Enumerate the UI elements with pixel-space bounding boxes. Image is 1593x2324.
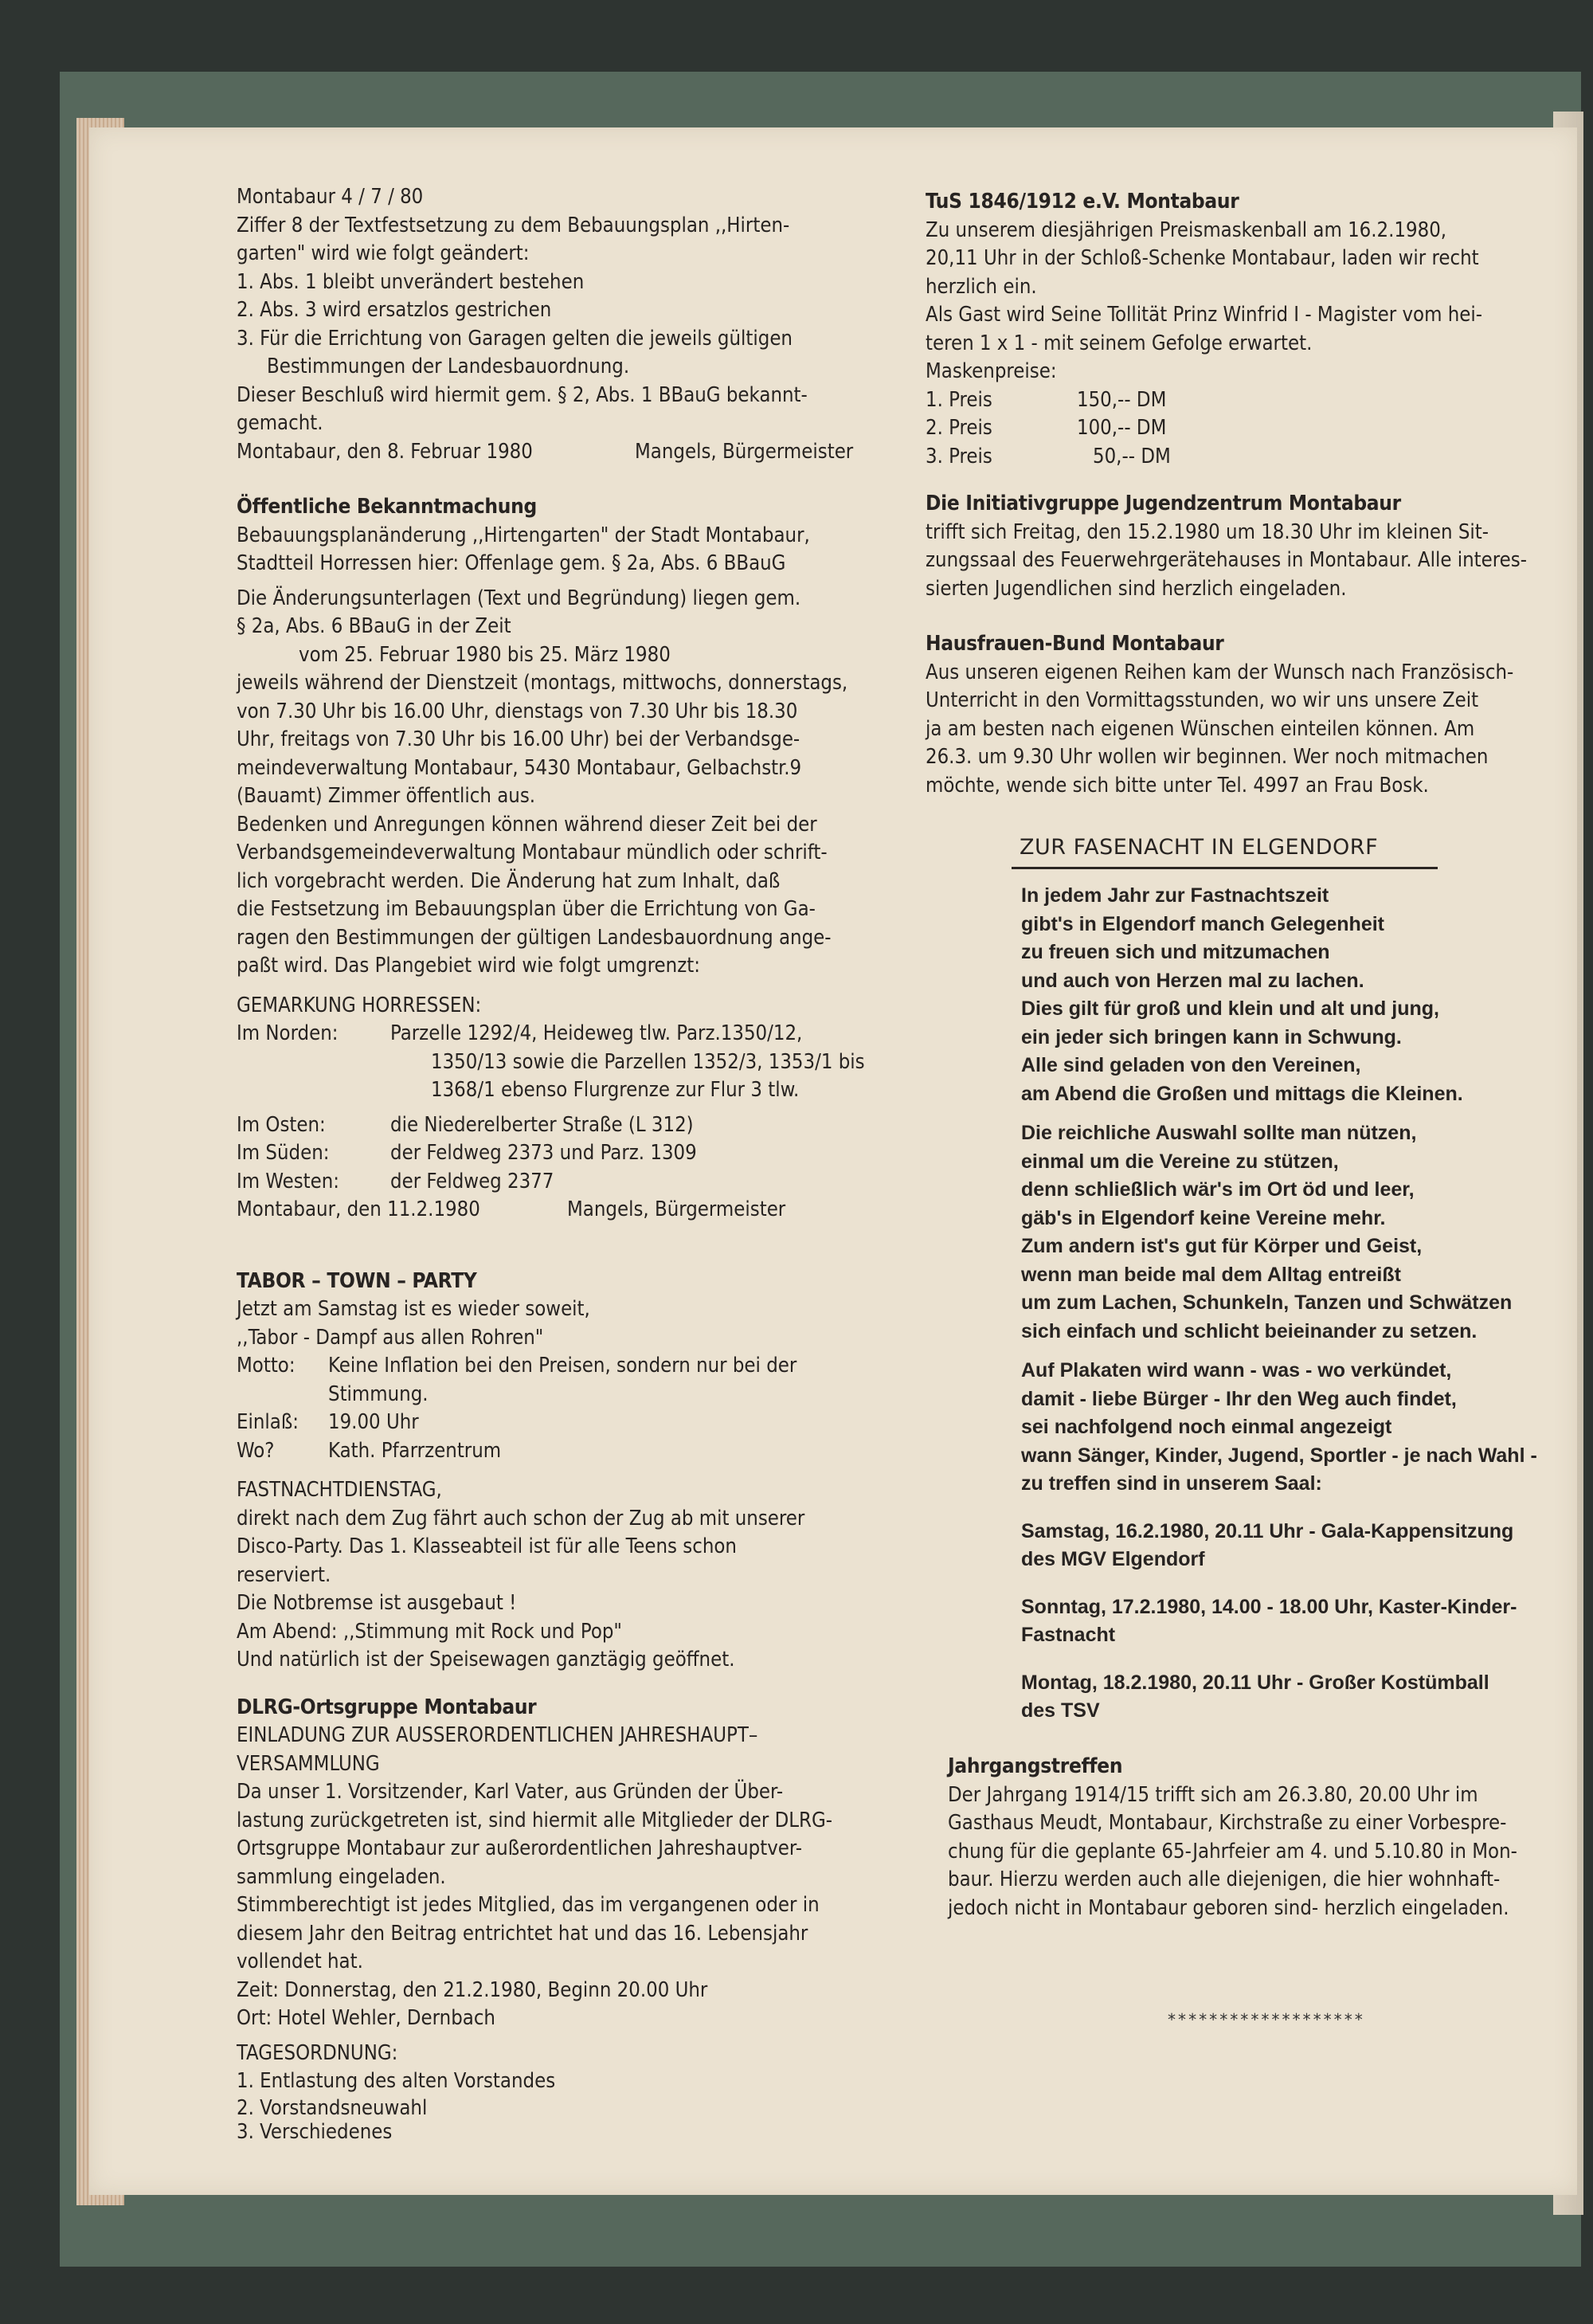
wo-value: Kath. Pfarrzentrum <box>328 1438 502 1463</box>
initiativgruppe-section <box>926 490 1579 603</box>
jahrgangstreffen-section <box>948 1753 1577 1922</box>
boundary-label: Im Norden: <box>237 1021 339 1045</box>
signature-line <box>237 1196 941 1225</box>
wo-label: Wo? <box>237 1438 275 1463</box>
einlass-row <box>237 1409 941 1437</box>
poem-line: wann Sänger, Kinder, Jugend, Sportler - je nach Wahl - <box>1021 1444 1537 1467</box>
poem-line: Die reichliche Auswahl sollte man nützen, <box>1021 1122 1417 1144</box>
prize-place: 2. Preis <box>926 416 992 440</box>
text-line: Die Notbremse ist ausgebaut ! <box>237 1591 517 1615</box>
text-line: zungssaal des Feuerwehrgerätehauses in Montabaur. Alle interes- <box>926 548 1527 572</box>
section-heading: Hausfrauen-Bund Montabaur <box>926 632 1224 656</box>
poem-line: zu treffen sind in unserem Saal: <box>1021 1472 1322 1495</box>
stars-divider: ******************* <box>1167 2010 1364 2029</box>
event-line: des TSV <box>1021 1699 1100 1722</box>
text-line: jedoch nicht in Montabaur geboren sind- herzlich eingeladen. <box>948 1895 1509 1920</box>
motto-value: Keine Inflation bei den Preisen, sondern nur bei der <box>328 1354 797 1378</box>
text-line: Ortsgruppe Montabaur zur außerordentlichen Jahreshauptver- <box>237 1836 802 1860</box>
poem-line: gäb's in Elgendorf keine Vereine mehr. <box>1021 1206 1386 1229</box>
agenda-title: TAGESORDNUNG: <box>237 2040 398 2065</box>
text-line: Jetzt am Samstag ist es wieder soweit, <box>237 1297 590 1321</box>
poem-line: sich einfach und schlicht beieinander zu setzen. <box>1021 1319 1478 1342</box>
text-line: jeweils während der Dienstzeit (montags, mittwochs, donnerstags, <box>237 671 848 695</box>
boundary-south <box>237 1139 941 1168</box>
prize-amount: 50,-- DM <box>1093 444 1171 468</box>
poem-line: einmal um die Vereine zu stützen, <box>1021 1150 1339 1173</box>
text-line: Ort: Hotel Wehler, Dernbach <box>237 2006 495 2030</box>
text-line: garten" wird wie folgt geändert: <box>237 241 530 265</box>
text-line: ja am besten nach eigenen Wünschen einteilen können. Am <box>926 716 1475 741</box>
text-line: diesem Jahr den Beitrag entrichtet hat und das 16. Lebensjahr <box>237 1921 808 1946</box>
text-line: Zeit: Donnerstag, den 21.2.1980, Beginn 20.00 Uhr <box>237 1977 708 2002</box>
text-line: von 7.30 Uhr bis 16.00 Uhr, dienstags von 7.30 Uhr bis 18.30 <box>237 699 798 723</box>
prize-place: 3. Preis <box>926 444 992 468</box>
poem-line: sei nachfolgend noch einmal angezeigt <box>1021 1416 1392 1438</box>
text-line: Stimmung. <box>328 1381 429 1406</box>
poem-line: Zum andern ist's gut für Körper und Geist, <box>1021 1235 1423 1257</box>
text-line: 1368/1 ebenso Flurgrenze zur Flur 3 tlw. <box>431 1078 800 1102</box>
prize-row <box>926 443 1579 472</box>
text-line: Und natürlich ist der Speisewagen ganztägig geöffnet. <box>237 1648 735 1671</box>
motto-label: Motto: <box>237 1354 296 1378</box>
text-line: trifft sich Freitag, den 15.2.1980 um 18.30 Uhr im kleinen Sit- <box>926 519 1489 544</box>
text-line: (Bauamt) Zimmer öffentlich aus. <box>237 784 536 808</box>
poem-line: In jedem Jahr zur Fastnachtszeit <box>1021 884 1329 907</box>
boundary-west <box>237 1168 941 1197</box>
hausfrauen-section <box>926 630 1579 800</box>
poem-line: um zum Lachen, Schunkeln, Tanzen und Schwätzen <box>1021 1291 1513 1314</box>
text-line: Die Änderungsunterlagen (Text und Begründung) liegen gem. <box>237 586 801 610</box>
wo-row <box>237 1437 941 1466</box>
motto-row <box>237 1352 941 1381</box>
text-line: ,,Tabor - Dampf aus allen Rohren" <box>237 1325 544 1350</box>
text-line: vom 25. Februar 1980 bis 25. März 1980 <box>299 642 671 667</box>
date: Montabaur, den 8. Februar 1980 <box>237 439 533 464</box>
boundary-value: der Feldweg 2377 <box>390 1169 554 1193</box>
poem-line: damit - liebe Bürger - Ihr den Weg auch findet, <box>1021 1387 1457 1410</box>
text-line: Dieser Beschluß wird hiermit gem. § 2, Abs. 1 BBauG bekannt- <box>237 382 808 407</box>
agenda-item: 1. Entlastung des alten Vorstandes <box>237 2069 556 2093</box>
text-line: Ziffer 8 der Textfestsetzung zu dem Bebauungsplan ,,Hirten- <box>237 213 790 237</box>
prize-row <box>926 414 1579 443</box>
text-line: Disco-Party. Das 1. Klasseabteil ist für alle Teens schon <box>237 1534 737 1558</box>
fasenacht-poem <box>1021 882 1563 1726</box>
text-line: herzlich ein. <box>926 274 1037 299</box>
section-heading: DLRG-Ortsgruppe Montabaur <box>237 1695 537 1719</box>
poem-line: denn schließlich wär's im Ort öd und leer, <box>1021 1178 1415 1201</box>
text-line: paßt wird. Das Plangebiet wird wie folgt umgrenzt: <box>237 954 700 978</box>
signature-line <box>237 438 941 467</box>
text-line: Zu unserem diesjährigen Preismaskenball am 16.2.1980, <box>926 218 1447 242</box>
boundary-label: Im Süden: <box>237 1141 330 1165</box>
text-line: 26.3. um 9.30 Uhr wollen wir beginnen. Wer noch mitmachen <box>926 745 1489 769</box>
poem-line: ein jeder sich bringen kann in Schwung. <box>1021 1025 1402 1048</box>
einlass-label: Einlaß: <box>237 1410 299 1434</box>
signature: Mangels, Bürgermeister <box>635 439 854 464</box>
text-line: Maskenpreise: <box>926 359 1057 383</box>
boundary-east <box>237 1111 941 1140</box>
text-line: VERSAMMLUNG <box>237 1751 380 1776</box>
bekanntmachung-section <box>237 493 941 1225</box>
section-heading: TABOR – TOWN – PARTY <box>237 1268 477 1293</box>
poem-line: wenn man beide mal dem Alltag entreißt <box>1021 1263 1401 1286</box>
event-line: Fastnacht <box>1021 1624 1116 1646</box>
text-line: teren 1 x 1 - mit seinem Gefolge erwartet. <box>926 331 1313 355</box>
text-line: 2. Abs. 3 wird ersatzlos gestrichen <box>237 298 552 322</box>
text-line: 1. Abs. 1 bleibt unverändert bestehen <box>237 269 585 294</box>
boundary-value: die Niederelberter Straße (L 312) <box>390 1112 694 1137</box>
dlrg-section <box>237 1694 941 2144</box>
text-line: meindeverwaltung Montabaur, 5430 Montabaur, Gelbachstr.9 <box>237 755 802 780</box>
boundary-label: Im Westen: <box>237 1169 340 1193</box>
tabor-party-section <box>237 1268 941 1675</box>
event-line: Montag, 18.2.1980, 20.11 Uhr - Großer Kostümball <box>1021 1671 1489 1694</box>
poem-line: Auf Plakaten wird wann - was - wo verkündet, <box>1021 1359 1452 1381</box>
agenda-item: 2. Vorstandsneuwahl <box>237 2095 428 2120</box>
text-line: 3. Für die Errichtung von Garagen gelten die jeweils gültigen <box>237 326 793 351</box>
text-line: sammlung eingeladen. <box>237 1864 446 1889</box>
text-line: Der Jahrgang 1914/15 trifft sich am 26.3.80, 20.00 Uhr im <box>948 1782 1478 1807</box>
text-line: FASTNACHTDIENSTAG, <box>237 1478 442 1502</box>
section-heading: TuS 1846/1912 e.V. Montabaur <box>926 190 1239 214</box>
text-line: ragen den Bestimmungen der gültigen Landesbauordnung ange- <box>237 925 832 950</box>
text-line: Gasthaus Meudt, Montabaur, Kirchstraße zu einer Vorbespre- <box>948 1811 1507 1835</box>
left-column <box>237 183 941 2144</box>
text-line: lich vorgebracht werden. Die Änderung hat zum Inhalt, daß <box>237 868 781 893</box>
event-line: des MGV Elgendorf <box>1021 1548 1205 1570</box>
boundary-north <box>237 1020 941 1048</box>
text-line: 20,11 Uhr in der Schloß-Schenke Montabaur, laden wir recht <box>926 246 1479 270</box>
prize-row <box>926 386 1579 415</box>
text-line: gemacht. <box>237 411 323 435</box>
text-line: Verbandsgemeindeverwaltung Montabaur mündlich oder schrift- <box>237 841 828 864</box>
section-heading: Öffentliche Bekanntmachung <box>237 495 537 519</box>
poem-line: Alle sind geladen von den Vereinen, <box>1021 1054 1361 1076</box>
prize-amount: 150,-- DM <box>1077 387 1167 412</box>
text-line: Am Abend: ,,Stimmung mit Rock und Pop" <box>237 1619 622 1644</box>
text-line: Montabaur 4 / 7 / 80 <box>237 185 424 209</box>
text-line: EINLADUNG ZUR AUSSERORDENTLICHEN JAHRESHAUPT– <box>237 1723 758 1747</box>
text-line: sierten Jugendlichen sind herzlich eingeladen. <box>926 576 1347 601</box>
text-line: Da unser 1. Vorsitzender, Karl Vater, aus Gründen der Über- <box>237 1780 784 1804</box>
text-line: Stadtteil Horressen hier: Offenlage gem. § 2a, Abs. 6 BBauG <box>237 551 786 575</box>
event-line: Sonntag, 17.2.1980, 14.00 - 18.00 Uhr, Kaster-Kinder- <box>1021 1595 1517 1618</box>
text-line: chung für die geplante 65-Jahrfeier am 4. und 5.10.80 in Mon- <box>948 1839 1517 1864</box>
text-line: lastung zurückgetreten ist, sind hiermit alle Mitglieder der DLRG- <box>237 1808 833 1832</box>
boundary-label: Im Osten: <box>237 1112 326 1137</box>
boundary-value: der Feldweg 2373 und Parz. 1309 <box>390 1141 697 1165</box>
tus-section <box>926 188 1579 471</box>
text-line: Aus unseren eigenen Reihen kam der Wunsch nach Französisch- <box>926 660 1514 684</box>
text-line: Bedenken und Anregungen können während dieser Zeit bei der <box>237 812 817 837</box>
boundary-value: Parzelle 1292/4, Heideweg tlw. Parz.1350/12, <box>390 1021 803 1045</box>
section-heading: Die Initiativgruppe Jugendzentrum Montabaur <box>926 492 1401 515</box>
text-line: Bebauungsplanänderung ,,Hirtengarten" der Stadt Montabaur, <box>237 523 810 547</box>
text-line: Als Gast wird Seine Tollität Prinz Winfrid I - Magister vom hei- <box>926 303 1483 327</box>
text-line: reserviert. <box>237 1562 331 1587</box>
gemarkung-title: GEMARKUNG HORRESSEN: <box>237 993 482 1017</box>
right-column <box>926 188 1579 800</box>
text-line: baur. Hierzu werden auch alle diejenigen, die hier wohnhaft- <box>948 1867 1501 1891</box>
einlass-value: 19.00 Uhr <box>328 1410 419 1434</box>
text-line: Unterricht in den Vormittagsstunden, wo wir uns unsere Zeit <box>926 688 1479 712</box>
text-line: vollendet hat. <box>237 1950 363 1973</box>
poem-line: am Abend die Großen und mittags die Kleinen. <box>1021 1082 1463 1105</box>
text-line: direkt nach dem Zug fährt auch schon der Zug ab mit unserer <box>237 1506 805 1530</box>
poem-line: und auch von Herzen mal zu lachen. <box>1021 969 1364 992</box>
poem-title-underline <box>1012 867 1438 869</box>
date: Montabaur, den 11.2.1980 <box>237 1197 480 1221</box>
prize-place: 1. Preis <box>926 387 992 412</box>
poem-line: gibt's in Elgendorf manch Gelegenheit <box>1021 912 1384 935</box>
signature: Mangels, Bürgermeister <box>567 1197 786 1221</box>
text-line: möchte, wende sich bitte unter Tel. 4997 an Frau Bosk. <box>926 773 1429 798</box>
text-line: Bestimmungen der Landesbauordnung. <box>267 355 630 378</box>
text-line: 1350/13 sowie die Parzellen 1352/3, 1353/1 bis <box>431 1049 865 1074</box>
prize-amount: 100,-- DM <box>1077 416 1167 440</box>
bebauungsplan-notice <box>237 183 941 466</box>
poem-line: zu freuen sich und mitzumachen <box>1021 941 1330 963</box>
text-line: Stimmberechtigt ist jedes Mitglied, das im vergangenen oder in <box>237 1893 820 1917</box>
poem-title: ZUR FASENACHT IN ELGENDORF <box>1020 835 1379 860</box>
agenda-item: 3. Verschiedenes <box>237 2119 393 2144</box>
text-line: § 2a, Abs. 6 BBauG in der Zeit <box>237 614 511 638</box>
event-line: Samstag, 16.2.1980, 20.11 Uhr - Gala-Kappensitzung <box>1021 1519 1514 1542</box>
section-heading: Jahrgangstreffen <box>948 1754 1123 1778</box>
poem-line: Dies gilt für groß und klein und alt und jung, <box>1021 997 1439 1020</box>
text-line: die Festsetzung im Bebauungsplan über die Errichtung von Ga- <box>237 897 816 921</box>
text-line: Uhr, freitags von 7.30 Uhr bis 16.00 Uhr) bei der Verbandsge- <box>237 727 800 751</box>
